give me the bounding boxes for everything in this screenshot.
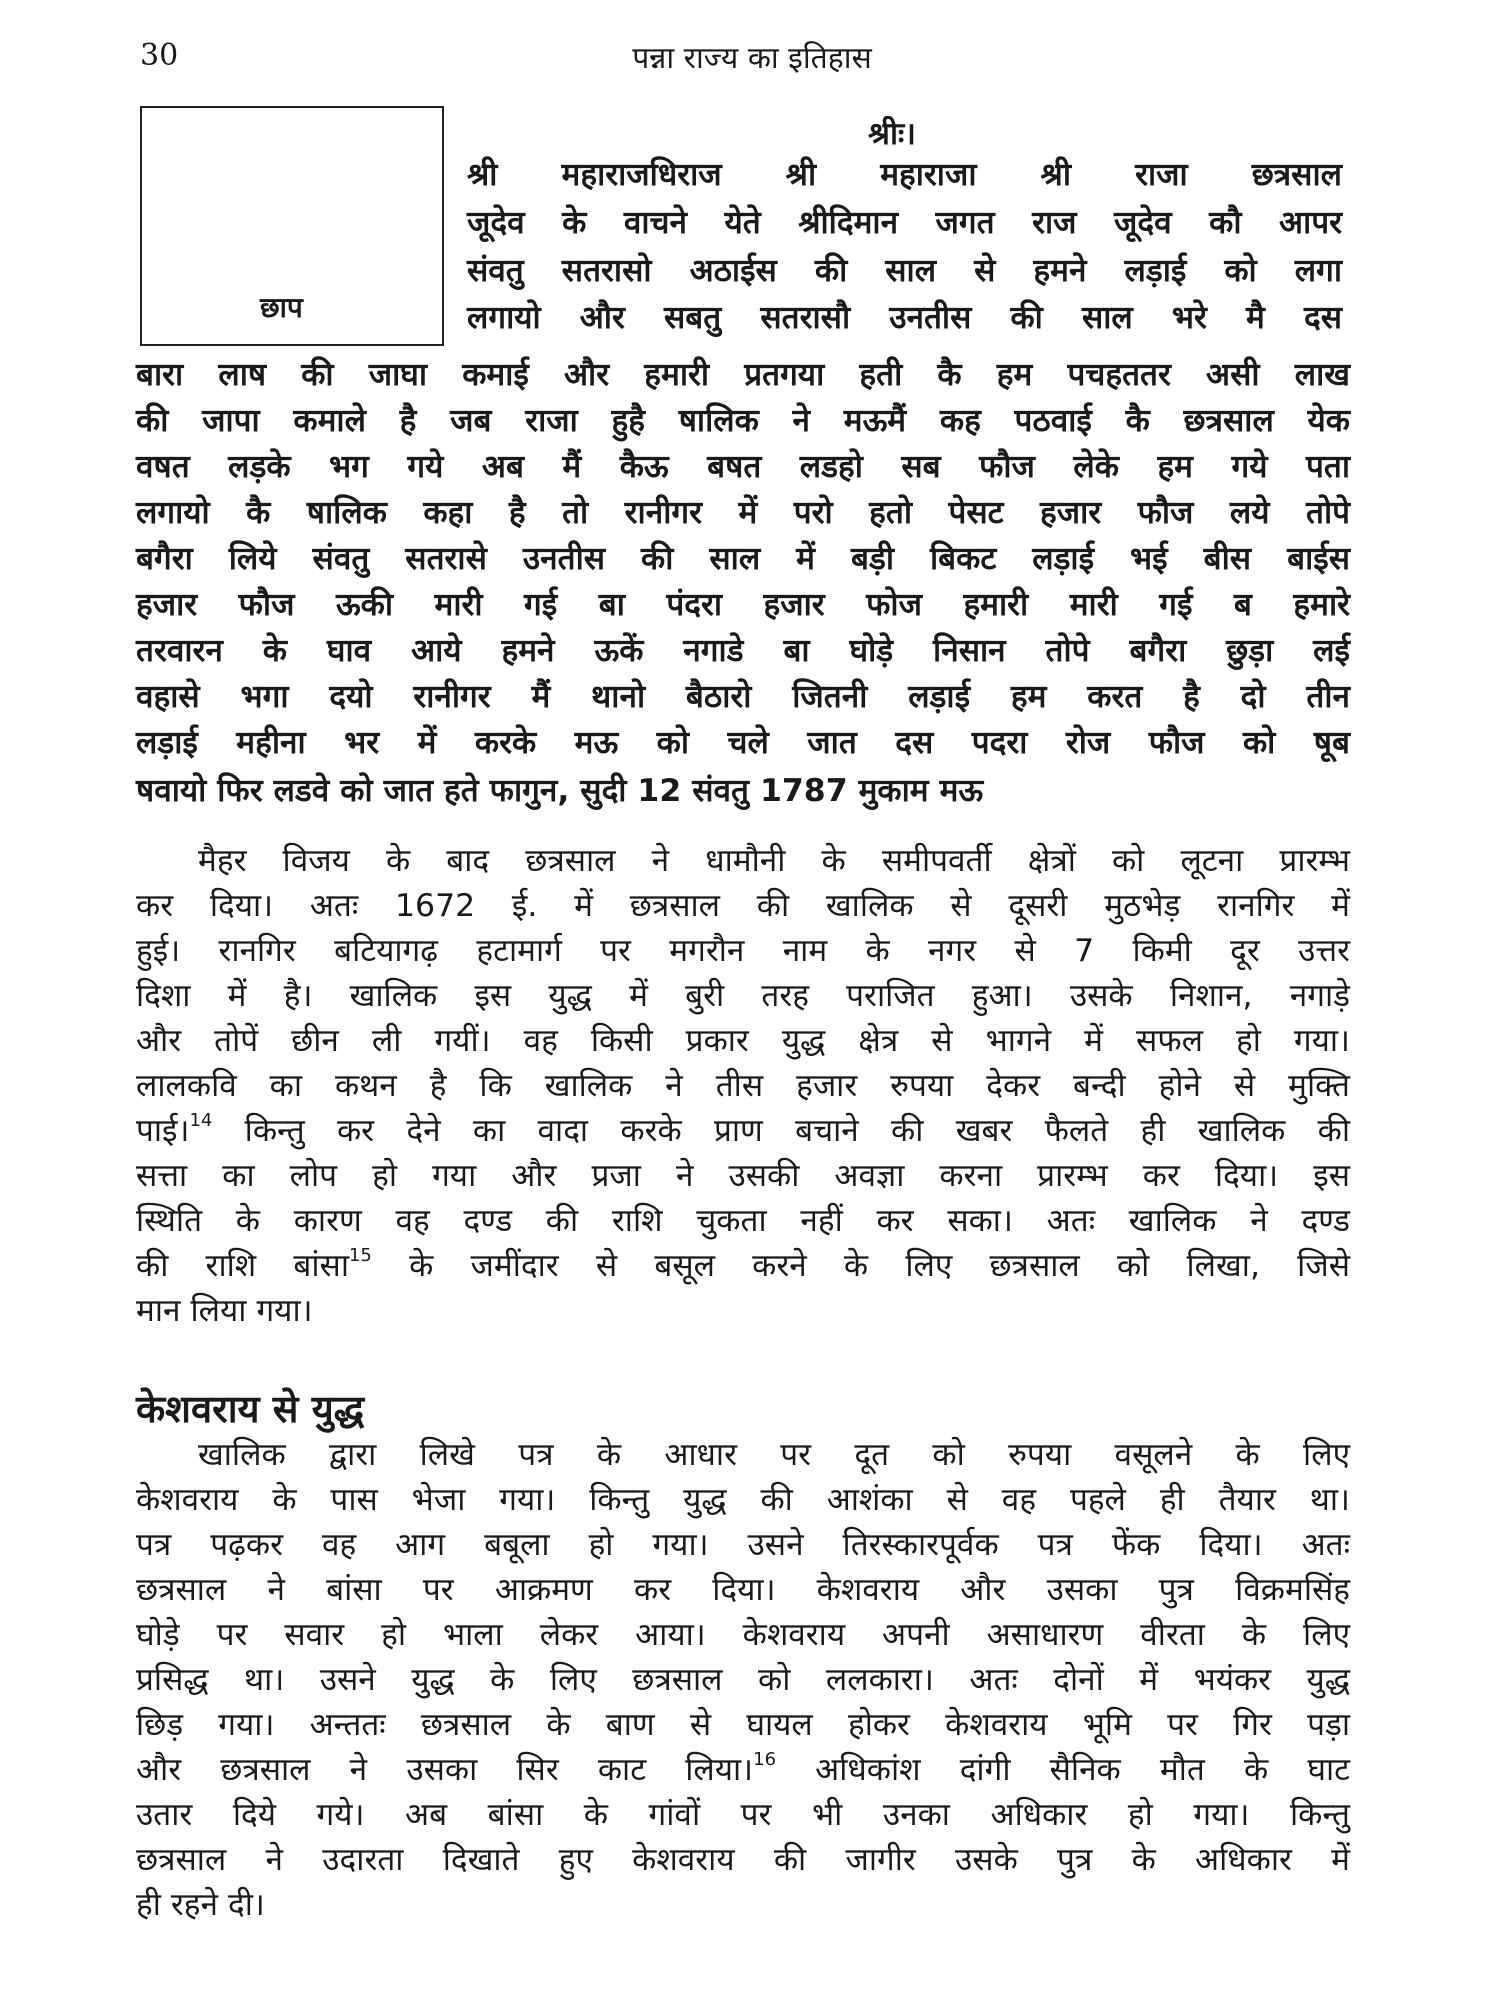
letter-line: तरवारन के घाव आये हमने ऊकें नगाडे बा घोड़े निसान तोपे बगैरा छुड़ा लई (136, 633, 1350, 669)
paragraph-line: मैहर विजय के बाद छत्रसाल ने धामौनी के समीपवर्ती क्षेत्रों को लूटना प्रारम्भ (198, 843, 1350, 879)
text-segment: की राशि बांसा (136, 1248, 349, 1284)
paragraph-line: छिड़ गया। अन्ततः छत्रसाल के बाण से घायल होकर केशवराय भूमि पर गिर पड़ा (136, 1707, 1350, 1743)
letter-line: संवतु सतरासो अठाईस की साल से हमने लड़ाई को लगा (467, 253, 1342, 289)
paragraph-line: घोड़े पर सवार हो भाला लेकर आया। केशवराय अपनी असाधारण वीरता के लिए (136, 1617, 1350, 1653)
paragraph-line: मान लिया गया। (136, 1293, 313, 1329)
letter-line: जूदेव के वाचने येते श्रीदिमान जगत राज जूदेव कौ आपर (467, 205, 1342, 241)
letter-line: वहासे भगा दयो रानीगर मैं थानो बैठारो जितनी लड़ाई हम करत है दो तीन (136, 679, 1350, 715)
letter-line: की जापा कमाले है जब राजा हुहै षालिक ने मऊमैं कह पठवाई कै छत्रसाल येक (136, 403, 1350, 439)
paragraph-line: हुई। रानगिर बटियागढ़ हटामार्ग पर मगरौन नाम के नगर से 7 किमी दूर उत्तर (136, 933, 1350, 969)
paragraph-line (136, 1110, 1350, 1149)
paragraph-line: उतार दिये गये। अब बांसा के गांवों पर भी उनका अधिकार हो गया। किन्तु (136, 1797, 1350, 1833)
paragraph-line: छत्रसाल ने उदारता दिखाते हुए केशवराय की जागीर उसके पुत्र के अधिकार में (136, 1842, 1350, 1878)
paragraph-line: लालकवि का कथन है कि खालिक ने तीस हजार रुपया देकर बन्दी होने से मुक्ति (136, 1068, 1350, 1104)
letter-line: लड़ाई महीना भर में करके मऊ को चले जात दस पदरा रोज फौज को षूब (136, 725, 1350, 761)
running-title: पन्ना राज्य का इतिहास (632, 41, 872, 76)
letter-line: श्री महाराजधिराज श्री महाराजा श्री राजा छत्रसाल (467, 157, 1342, 193)
seal-box (140, 106, 444, 346)
letter-line: बारा लाष की जाघा कमाई और हमारी प्रतगया हती कै हम पचहततर असी लाख (136, 357, 1350, 393)
letter-line: बगैरा लिये संवतु सतरासे उनतीस की साल में बड़ी बिकट लड़ाई भई बीस बाईस (136, 541, 1350, 577)
footnote-ref[interactable]: 15 (348, 1245, 372, 1266)
paragraph-line: स्थिति के कारण वह दण्ड की राशि चुकता नहीं कर सका। अतः खालिक ने दण्ड (136, 1203, 1350, 1239)
paragraph-line: और तोपें छीन ली गयीं। वह किसी प्रकार युद्ध क्षेत्र से भागने में सफल हो गया। (136, 1023, 1350, 1059)
paragraph-line: खालिक द्वारा लिखे पत्र के आधार पर दूत को रुपया वसूलने के लिए (198, 1437, 1350, 1473)
text-segment: अधिकांश दांगी सैनिक मौत के घाट (776, 1752, 1350, 1788)
text-segment: के जमींदार से बसूल करने के लिए छत्रसाल को लिखा, जिसे (371, 1248, 1350, 1284)
footnote-ref[interactable]: 14 (189, 1110, 213, 1131)
paragraph-line: पत्र पढ़कर वह आग बबूला हो गया। उसने तिरस्कारपूर्वक पत्र फेंक दिया। अतः (136, 1527, 1350, 1563)
paragraph-line: केशवराय के पास भेजा गया। किन्तु युद्ध की आशंका से वह पहले ही तैयार था। (136, 1482, 1350, 1518)
paragraph-line: छत्रसाल ने बांसा पर आक्रमण कर दिया। केशवराय और उसका पुत्र विक्रमसिंह (136, 1572, 1350, 1608)
letter-line: वषत लड़के भग गये अब मैं कैऊ बषत लडहो सब फौज लेके हम गये पता (136, 449, 1350, 485)
page-number: 30 (140, 38, 179, 73)
paragraph-line: दिशा में है। खालिक इस युद्ध में बुरी तरह पराजित हुआ। उसके निशान, नगाड़े (136, 978, 1350, 1014)
text-segment: किन्तु कर देने का वादा करके प्राण बचाने की खबर फैलते ही खालिक की (212, 1113, 1350, 1149)
text-segment: और छत्रसाल ने उसका सिर काट लिया। (136, 1752, 754, 1788)
letter-heading: श्रीः। (868, 116, 916, 152)
letter-line: षवायो फिर लडवे को जात हते फागुन, सुदी 12 संवतु 1787 मुकाम मऊ (136, 773, 984, 809)
paragraph-line: सत्ता का लोप हो गया और प्रजा ने उसकी अवज्ञा करना प्रारम्भ कर दिया। इस (136, 1158, 1350, 1194)
footnote-ref[interactable]: 16 (753, 1749, 777, 1770)
letter-line: लगायो और सबतु सतरासौ उनतीस की साल भरे मै दस (467, 300, 1342, 336)
letter-line: हजार फौज ऊकी मारी गई बा पंदरा हजार फोज हमारी मारी गई ब हमारे (136, 587, 1350, 623)
paragraph-line: ही रहने दी। (136, 1887, 265, 1923)
letter-line: लगायो कै षालिक कहा है तो रानीगर में परो हतो पेसट हजार फौज लये तोपे (136, 495, 1350, 531)
section-heading: केशवराय से युद्ध (136, 1387, 365, 1431)
paragraph-line: कर दिया। अतः 1672 ई. में छत्रसाल की खालिक से दूसरी मुठभेड़ रानगिर में (136, 888, 1350, 924)
paragraph-line (136, 1245, 1350, 1284)
text-segment: पाई। (136, 1113, 190, 1149)
paragraph-line (136, 1749, 1350, 1788)
seal-label: छाप (260, 291, 303, 324)
paragraph-line: प्रसिद्ध था। उसने युद्ध के लिए छत्रसाल को ललकारा। अतः दोनों में भयंकर युद्ध (136, 1662, 1350, 1698)
